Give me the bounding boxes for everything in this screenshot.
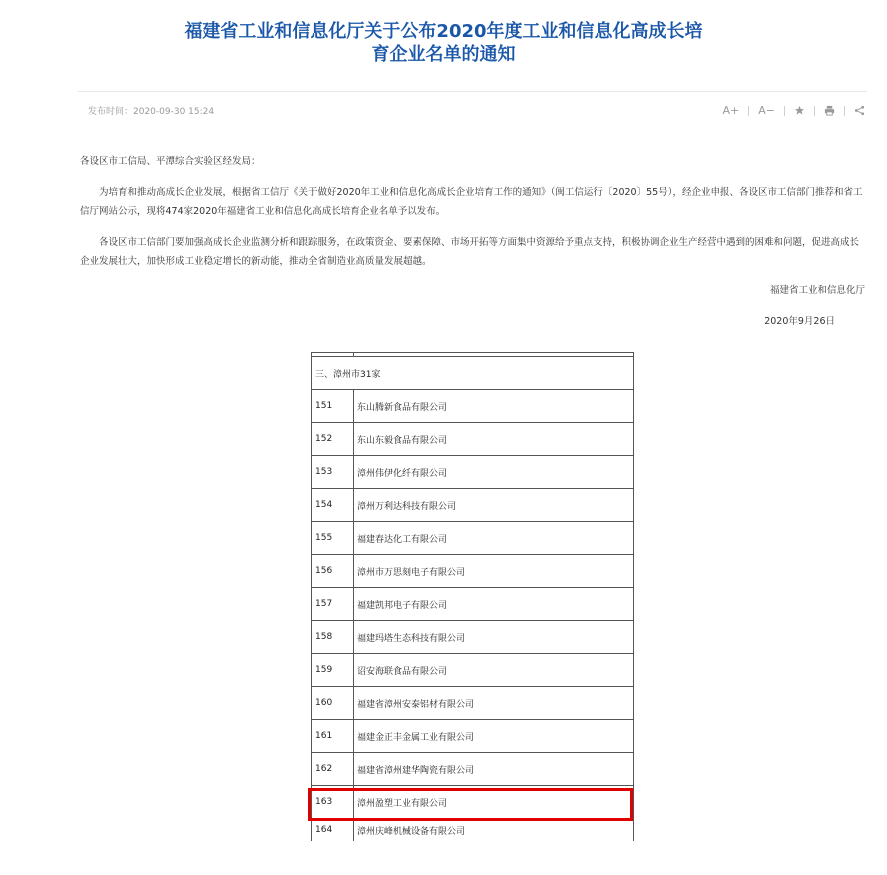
row-number: 158	[312, 621, 354, 654]
table-row	[312, 456, 634, 489]
table-row	[312, 687, 634, 720]
article-title-line-1: 福建省工业和信息化厅关于公布2020年度工业和信息化高成长培	[184, 21, 703, 42]
sign-date: 2020年9月26日	[764, 316, 835, 327]
row-number: 164	[312, 819, 354, 842]
paragraph-1: 为培育和推动高成长企业发展，根据省工信厅《关于做好2020年工业和信息化高成长企业培育工作的通知》（闽工信运行〔2020〕55号），经企业申报、各设区市工信部门推荐和省工信厅网站公示，现将474家2020年福建省工业和信息化高成长培育企业名单予以发布。	[80, 187, 863, 217]
table-row	[312, 555, 634, 588]
row-number: 151	[312, 390, 354, 423]
table-row	[312, 819, 634, 842]
table-row	[312, 753, 634, 786]
font-increase-button[interactable]: A+	[722, 104, 740, 117]
share-icon[interactable]	[845, 105, 865, 116]
table-row	[312, 654, 634, 687]
row-number: 160	[312, 687, 354, 720]
row-number: 154	[312, 489, 354, 522]
row-number: 159	[312, 654, 354, 687]
article-toolbar	[714, 104, 866, 117]
article-title	[0, 20, 887, 66]
company-name: 福建凯邦电子有限公司	[354, 588, 634, 621]
company-name: 漳州市万思刻电子有限公司	[354, 555, 634, 588]
table-row	[312, 390, 634, 423]
company-name: 东山腾新食品有限公司	[354, 390, 634, 423]
row-number: 153	[312, 456, 354, 489]
company-name: 福建玛塔生态科技有限公司	[354, 621, 634, 654]
company-table	[311, 352, 634, 841]
company-name: 漳州万利达科技有限公司	[354, 489, 634, 522]
article-title-line-2: 育企业名单的通知	[371, 44, 516, 65]
company-name: 福建省漳州安泰铝材有限公司	[354, 687, 634, 720]
row-number: 163	[312, 786, 354, 819]
table-section-row	[312, 357, 634, 390]
section-header: 三、漳州市31家	[312, 357, 634, 390]
row-number: 161	[312, 720, 354, 753]
favorite-star-icon[interactable]	[785, 105, 814, 116]
table-row-highlighted	[312, 786, 634, 819]
company-name: 福建春达化工有限公司	[354, 522, 634, 555]
row-number: 155	[312, 522, 354, 555]
table-row	[312, 588, 634, 621]
table-row	[312, 522, 634, 555]
row-number: 156	[312, 555, 354, 588]
font-decrease-button[interactable]: A−	[758, 104, 775, 117]
row-number: 162	[312, 753, 354, 786]
company-name: 诏安海联食品有限公司	[354, 654, 634, 687]
table-row	[312, 621, 634, 654]
table-row	[312, 720, 634, 753]
table-row	[312, 489, 634, 522]
company-name: 漳州盈塑工业有限公司	[354, 786, 634, 819]
meta-divider	[78, 91, 867, 92]
row-number: 157	[312, 588, 354, 621]
paragraph-2: 各设区市工信部门要加强高成长企业监测分析和跟踪服务，在政策资金、要素保障、市场开拓等方面集中资源给予重点支持，积极协调企业生产经营中遇到的困难和问题，促进高成长企业发展壮大，加快形成工业稳定增长的新动能，推动全省制造业高质量发展超越。	[80, 237, 860, 267]
company-name: 东山东毅食品有限公司	[354, 423, 634, 456]
row-number: 152	[312, 423, 354, 456]
greeting: 各设区市工信局、平潭综合实验区经发局：	[80, 156, 261, 167]
company-name: 漳州伟伊化纤有限公司	[354, 456, 634, 489]
company-name: 漳州庆峰机械设备有限公司	[354, 819, 634, 842]
signature: 福建省工业和信息化厅	[769, 285, 865, 296]
company-name: 福建省漳州建华陶瓷有限公司	[354, 753, 634, 786]
company-name: 福建金正丰金属工业有限公司	[354, 720, 634, 753]
publish-time: 发布时间：2020-09-30 15:24	[88, 107, 215, 117]
table-row	[312, 423, 634, 456]
print-icon[interactable]	[815, 105, 844, 116]
